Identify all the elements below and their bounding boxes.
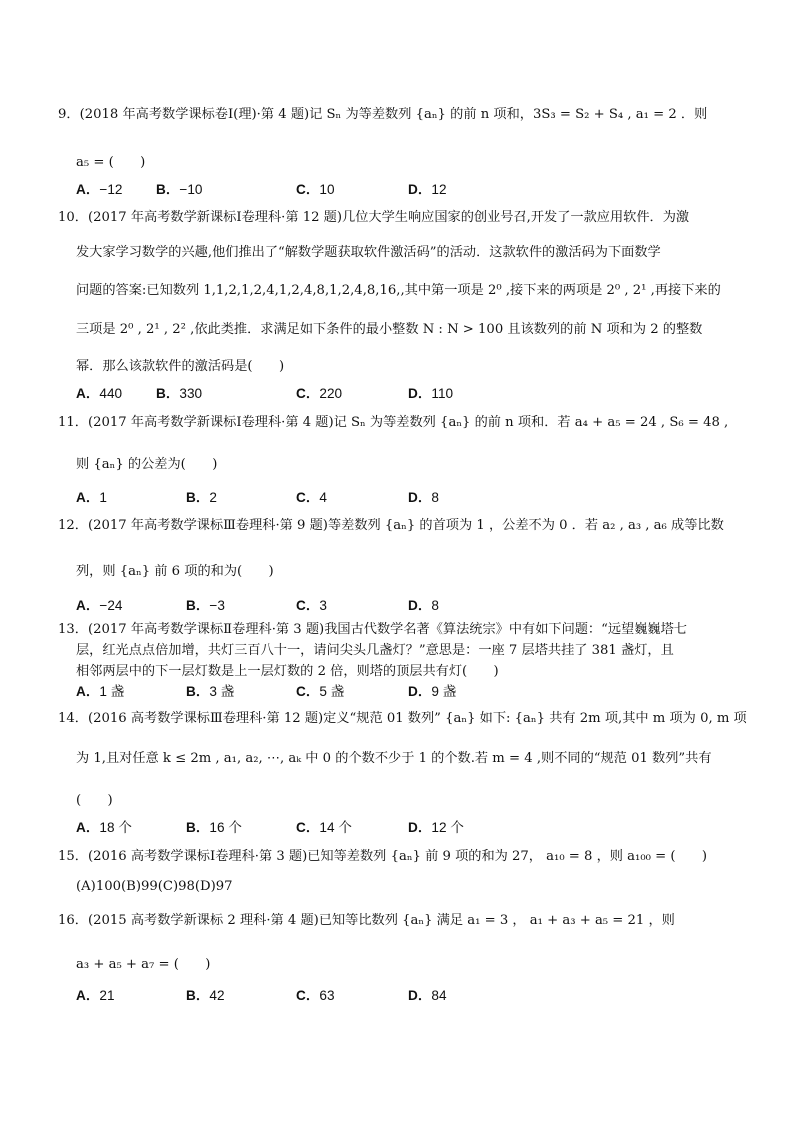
- option-c[interactable]: C．3: [296, 598, 327, 613]
- question-10-line-4: 三项是 2⁰ , 2¹ , 2² ,依此类推．求满足如下条件的最小整数 N : N > 100 且该数列的前 N 项和为 2 的整数: [76, 322, 703, 337]
- option-c[interactable]: C．5 盏: [296, 684, 345, 699]
- question-9-line-1: 9．(2018 年高考数学课标卷Ⅰ(理)·第 4 题)记 Sₙ 为等差数列 {aₙ} 的前 n 项和，3S₃ = S₂ + S₄ , a₁ = 2 ．则: [58, 107, 708, 122]
- question-10-line-5: 幂．那么该款软件的激活码是( ): [76, 359, 285, 374]
- option-b[interactable]: B．330: [156, 386, 203, 401]
- option-d[interactable]: D．12: [408, 182, 447, 197]
- option-b[interactable]: B．2: [186, 490, 217, 505]
- question-13-line-3: 相邻两层中的下一层灯数是上一层灯数的 2 倍，则塔的顶层共有灯( ): [76, 664, 499, 679]
- option-d[interactable]: D．110: [408, 386, 454, 401]
- option-a[interactable]: A．440: [76, 386, 123, 401]
- question-15-options[interactable]: (A)100(B)99(C)98(D)97: [76, 879, 233, 894]
- option-d[interactable]: D．9 盏: [408, 684, 457, 699]
- option-a[interactable]: A．18 个: [76, 820, 132, 835]
- question-15-line-1: 15．(2016 高考数学课标Ⅰ卷理科·第 3 题)已知等差数列 {aₙ} 前 9 项的和为 27， a₁₀ = 8 ，则 a₁₀₀ = ( ): [58, 849, 708, 864]
- option-d[interactable]: D．12 个: [408, 820, 464, 835]
- question-13-line-1: 13．(2017 年高考数学课标Ⅱ卷理科·第 3 题)我国古代数学名著《算法统宗》中有如下问题：“远望巍巍塔七: [58, 622, 687, 637]
- question-10-line-1: 10．(2017 年高考数学新课标Ⅰ卷理科·第 12 题)几位大学生响应国家的创业号召,开发了一款应用软件．为激: [58, 210, 690, 225]
- option-b[interactable]: B．−3: [186, 598, 225, 613]
- option-b[interactable]: B．−10: [156, 182, 203, 197]
- option-b[interactable]: B．42: [186, 988, 225, 1003]
- question-14-line-2: 为 1,且对任意 k ≤ 2m , a₁, a₂, ⋯, aₖ 中 0 的个数不少于 1 的个数.若 m = 4 ,则不同的“规范 01 数列”共有: [76, 751, 712, 766]
- option-a[interactable]: A．−12: [76, 182, 123, 197]
- question-10-line-2: 发大家学习数学的兴趣,他们推出了“解数学题获取软件激活码”的活动．这款软件的激活码为下面数学: [76, 245, 661, 260]
- question-11-line-2: 则 {aₙ} 的公差为( ): [76, 457, 218, 472]
- option-d[interactable]: D．8: [408, 598, 439, 613]
- option-d[interactable]: D．8: [408, 490, 439, 505]
- option-a[interactable]: A．21: [76, 988, 115, 1003]
- question-14-line-3: ( ): [76, 793, 113, 808]
- option-b[interactable]: B．3 盏: [186, 684, 235, 699]
- question-16-line-2: a₃ + a₅ + a₇ = ( ): [76, 957, 211, 972]
- question-11-line-1: 11．(2017 年高考数学新课标Ⅰ卷理科·第 4 题)记 Sₙ 为等差数列 {aₙ} 的前 n 项和．若 a₄ + a₅ = 24 , S₆ = 48 ,: [58, 415, 729, 430]
- question-10-line-3: 问题的答案:已知数列 1,1,2,1,2,4,1,2,4,8,1,2,4,8,16,,其中第一项是 2⁰ ,接下来的两项是 2⁰ , 2¹ ,再接下来的: [76, 283, 721, 298]
- option-c[interactable]: C．63: [296, 988, 335, 1003]
- option-a[interactable]: A．−24: [76, 598, 123, 613]
- question-12-line-2: 列，则 {aₙ} 前 6 项的和为( ): [76, 564, 274, 579]
- option-c[interactable]: C．4: [296, 490, 327, 505]
- option-a[interactable]: A．1: [76, 490, 107, 505]
- question-14-line-1: 14．(2016 高考数学课标Ⅲ卷理科·第 12 题)定义“规范 01 数列” {aₙ} 如下: {aₙ} 共有 2m 项,其中 m 项为 0, m 项: [58, 711, 747, 726]
- option-c[interactable]: C．14 个: [296, 820, 352, 835]
- question-16-line-1: 16．(2015 高考数学新课标 2 理科·第 4 题)已知等比数列 {aₙ} 满足 a₁ = 3 ， a₁ + a₃ + a₅ = 21 ，则: [58, 913, 675, 928]
- option-c[interactable]: C．10: [296, 182, 335, 197]
- option-b[interactable]: B．16 个: [186, 820, 242, 835]
- question-9-line-2: a₅ = ( ): [76, 155, 146, 170]
- question-13-line-2: 层，红光点点倍加增，共灯三百八十一，请问尖头几盏灯？”意思是：一座 7 层塔共挂了 381 盏灯，且: [76, 643, 674, 658]
- option-a[interactable]: A．1 盏: [76, 684, 125, 699]
- option-d[interactable]: D．84: [408, 988, 447, 1003]
- option-c[interactable]: C．220: [296, 386, 343, 401]
- question-12-line-1: 12．(2017 年高考数学课标Ⅲ卷理科·第 9 题)等差数列 {aₙ} 的首项为 1 ，公差不为 0 ．若 a₂ , a₃ , a₆ 成等比数: [58, 518, 724, 533]
